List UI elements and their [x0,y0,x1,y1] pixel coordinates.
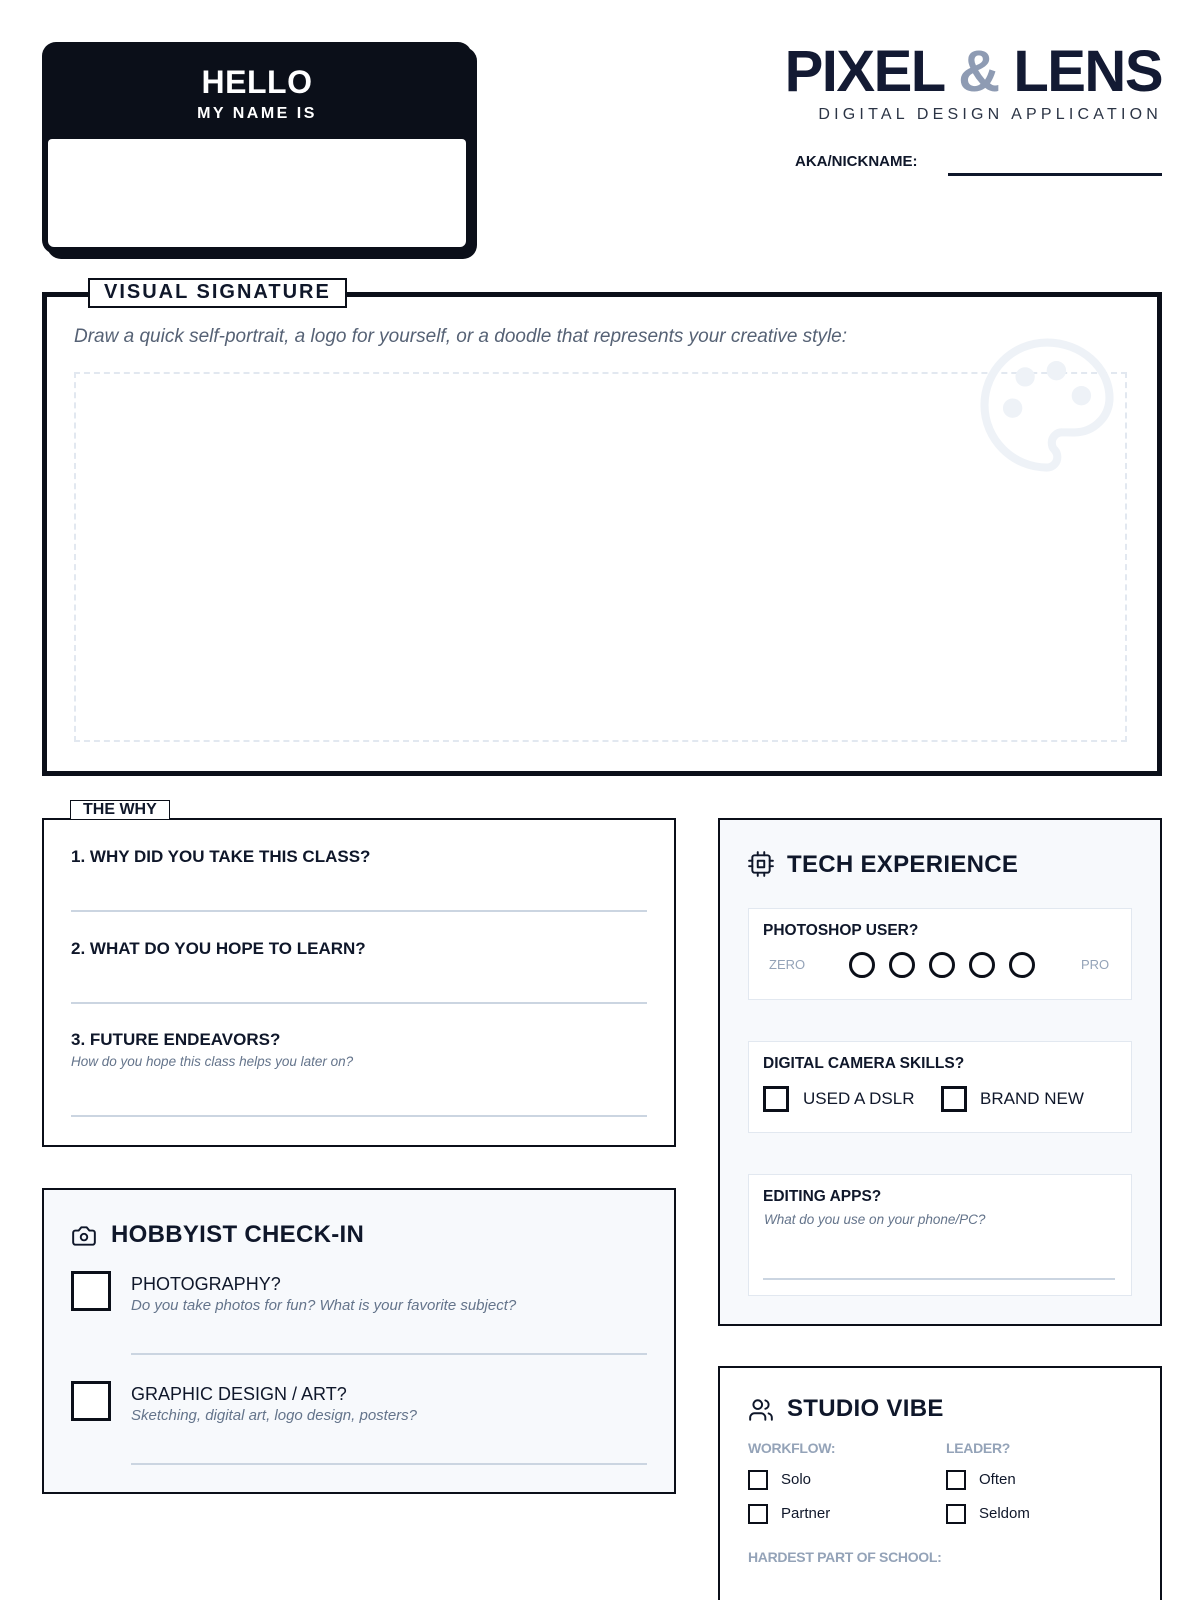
why-panel [42,818,676,1147]
camera-icon [71,1223,97,1249]
photoshop-rating-4[interactable] [969,952,995,978]
name-tag [42,42,472,254]
solo-label: Solo [781,1471,812,1488]
why-question-3: 3. FUTURE ENDEAVORS? [71,1030,281,1049]
name-write-area[interactable] [48,139,466,247]
editing-apps-answer-line[interactable] [763,1278,1115,1280]
logo-ampersand: & [958,39,999,104]
hobbyist-title: HOBBYIST CHECK-IN [111,1221,365,1248]
why-answer-3-line[interactable] [71,1115,647,1117]
users-icon [748,1397,774,1423]
editing-apps-hint: What do you use on your phone/PC? [764,1212,986,1227]
drawing-area[interactable] [74,372,1127,742]
name-tag-hello: HELLO [201,64,313,100]
why-answer-2-line[interactable] [71,1002,647,1004]
why-question-2: 2. WHAT DO YOU HOPE TO LEARN? [71,939,366,958]
partner-checkbox[interactable] [748,1504,768,1524]
tech-experience-title: TECH EXPERIENCE [787,851,1019,878]
logo-word-pixel: PIXEL [784,39,944,104]
photoshop-rating-3[interactable] [929,952,955,978]
brand-new-checkbox[interactable] [941,1086,967,1112]
brand-new-label: BRAND NEW [980,1089,1084,1108]
photoshop-title: PHOTOSHOP USER? [763,922,919,939]
graphic-design-checkbox[interactable] [71,1381,111,1421]
editing-apps-title: EDITING APPS? [763,1188,882,1205]
leader-heading: LEADER? [946,1440,1011,1456]
name-tag-my-name-is: MY NAME IS [197,105,317,122]
photography-checkbox[interactable] [71,1271,111,1311]
graphic-design-question: GRAPHIC DESIGN / ART? [131,1384,347,1404]
brand [785,40,1162,124]
photography-answer-line[interactable] [131,1353,647,1355]
workflow-heading: WORKFLOW: [748,1440,836,1456]
graphic-design-hint: Sketching, digital art, logo design, posters? [131,1407,418,1424]
photoshop-rating-5[interactable] [1009,952,1035,978]
logo-word-lens: LENS [1013,39,1162,104]
brand-logo [785,40,1162,104]
chip-icon [748,851,774,877]
partner-label: Partner [781,1505,831,1522]
dslr-label: USED A DSLR [803,1089,915,1108]
why-question-3-hint: How do you hope this class helps you later on? [71,1054,354,1069]
why-answer-1-line[interactable] [71,910,647,912]
photoshop-rating-1[interactable] [849,952,875,978]
photoshop-rating-2[interactable] [889,952,915,978]
studio-vibe-title: STUDIO VIBE [787,1395,944,1422]
photography-question: PHOTOGRAPHY? [131,1274,281,1294]
graphic-design-answer-line[interactable] [131,1463,647,1465]
brand-subtitle: DIGITAL DESIGN APPLICATION [818,106,1162,123]
camera-title: DIGITAL CAMERA SKILLS? [763,1055,965,1072]
photography-hint: Do you take photos for fun? What is your favorite subject? [131,1297,517,1314]
why-question-1: 1. WHY DID YOU TAKE THIS CLASS? [71,847,371,866]
seldom-checkbox[interactable] [946,1504,966,1524]
often-label: Often [979,1471,1016,1488]
solo-checkbox[interactable] [748,1470,768,1490]
photoshop-scale-low: ZERO [769,957,806,972]
aka-label: AKA/NICKNAME: [795,153,918,170]
often-checkbox[interactable] [946,1470,966,1490]
seldom-label: Seldom [979,1505,1030,1522]
why-tab: THE WHY [70,800,170,820]
visual-signature-prompt: Draw a quick self-portrait, a logo for yourself, or a doodle that represents your creative style: [74,326,848,347]
photoshop-scale-high: PRO [1081,957,1110,972]
aka-input-line[interactable] [948,173,1162,176]
hardest-part-heading: HARDEST PART OF SCHOOL: [748,1549,942,1565]
palette-icon [972,330,1122,480]
dslr-checkbox[interactable] [763,1086,789,1112]
visual-signature-title: VISUAL SIGNATURE [88,278,347,308]
